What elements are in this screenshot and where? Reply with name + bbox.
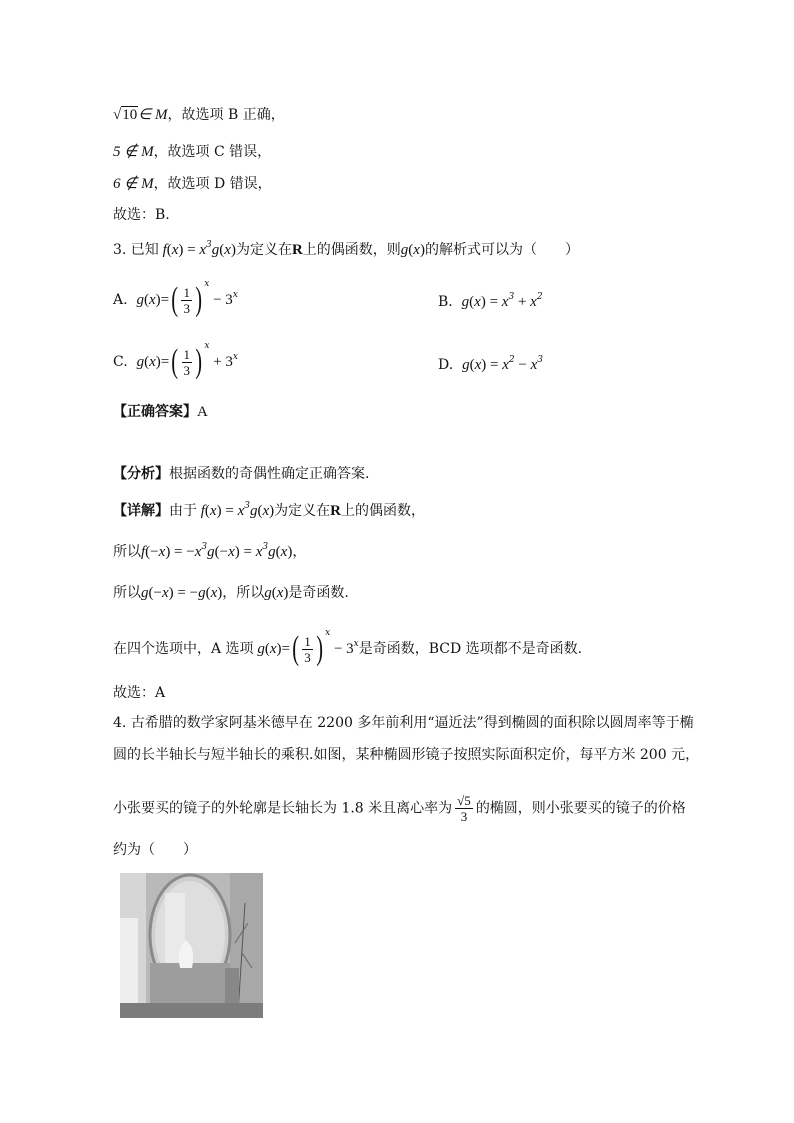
detail-line-3: 所以g(−x) = −g(x)，所以g(x)是奇函数. [113, 585, 349, 601]
question-3-stem: 3. 已知 $f(x) = x^3g(x)$为定义在R上的偶函数，则g(x)的解析式可以为（ ） [113, 240, 579, 258]
analysis: 【分析】根据函数的奇偶性确定正确答案. [113, 466, 370, 482]
solution-line-6: 6 ∉ M，故选项 D 错误， [113, 176, 272, 192]
detail-line-2: 所以$f(-x) = -x^3g(-x) = x^3g(x)$， [113, 542, 307, 560]
option-d: D. $g(x) = x^2 - x^3$ [438, 355, 544, 373]
correct-answer: 【正确答案】A [113, 404, 208, 420]
detail-line-1: 【详解】由于 $f(x) = x^3g(x)$为定义在R上的偶函数， [113, 501, 425, 519]
oval-mirror-photo [120, 873, 263, 1018]
option-b: B. $g(x) = x^3 + x^2$ [438, 292, 543, 310]
option-c: C. g(x)=( $\frac{1}{3}$ ) $^x + 3^x$ [113, 341, 238, 380]
solution-line-5: 5 ∉ M，故选项 C 错误， [113, 144, 272, 160]
option-a: A. g(x)=( $\frac{1}{3}$ ) $^x - 3^x$ [113, 279, 238, 318]
choice-b-line: 故选：B. [113, 207, 170, 223]
detail-line-4: 在四个选项中，A 选项 g(x)=( $\frac{1}{3}$ ) $^x - 3^x$是奇函数，BCD 选项都不是奇函数. [113, 628, 583, 667]
question-4-line-4: 约为（ ） [113, 842, 197, 858]
question-4-line-3: 小张要买的镜子的外轮廓是长轴长为 1.8 米且离心率为 $\frac{√5}{3}$ 的椭圆，则小张要买的镜子的价格 [113, 793, 686, 824]
choice-a-line: 故选：A [113, 685, 166, 701]
question-4-line-2: 圆的长半轴长与短半轴长的乘积.如图，某种椭圆形镜子按照实际面积定价，每平方米 200 元， [113, 747, 700, 763]
solution-line-sqrt10: √10∈ M，故选项 B 正确， [113, 107, 285, 123]
sqrt-expression: √10 [113, 107, 138, 123]
question-4-line-1: 4. 古希腊的数学家阿基米德早在 2200 多年前利用“逼近法”得到椭圆的面积除以圆周率等于椭 [113, 715, 694, 731]
